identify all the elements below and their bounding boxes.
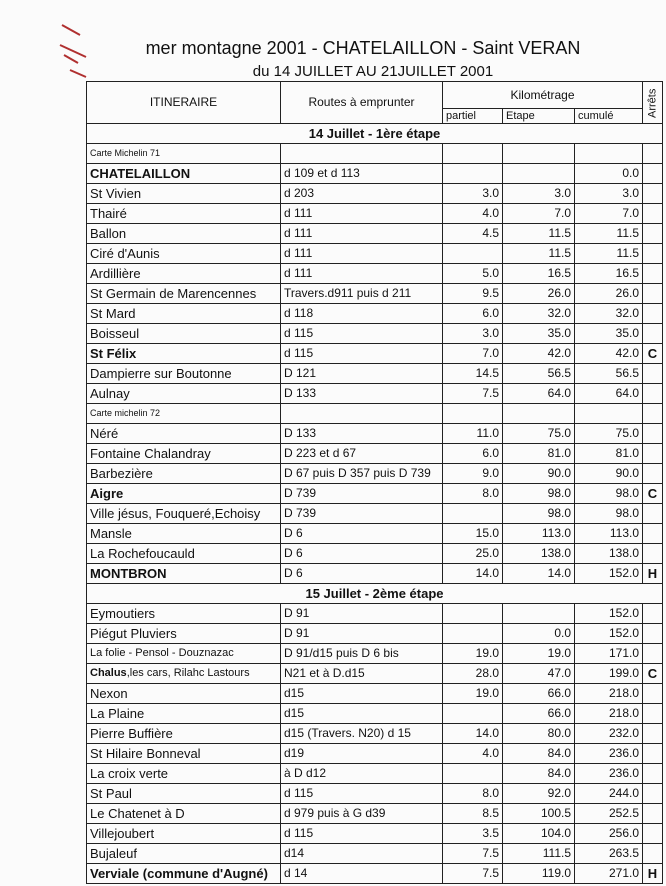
arret-code <box>643 764 663 784</box>
route: d15 <box>281 704 443 724</box>
route: d 111 <box>281 244 443 264</box>
etape-km: 16.5 <box>503 264 575 284</box>
header-cumule: cumulé <box>575 109 643 124</box>
cumule-km: 81.0 <box>575 444 643 464</box>
route: d14 <box>281 844 443 864</box>
partiel-km: 8.5 <box>443 804 503 824</box>
route: D 6 <box>281 564 443 584</box>
table-row <box>87 804 663 824</box>
arret-code <box>643 284 663 304</box>
route: d 203 <box>281 184 443 204</box>
route: d 109 et d 113 <box>281 164 443 184</box>
etape-km: 92.0 <box>503 784 575 804</box>
partiel-km: 28.0 <box>443 664 503 684</box>
place-name: Nexon <box>87 684 281 704</box>
partiel-km: 9.5 <box>443 284 503 304</box>
route: D 6 <box>281 544 443 564</box>
arret-code <box>643 464 663 484</box>
place-name: St Germain de Marencennes <box>87 284 281 304</box>
partiel-km: 4.0 <box>443 204 503 224</box>
map-note: Carte Michelin 71 <box>87 144 281 164</box>
arret-code <box>643 304 663 324</box>
etape-km: 3.0 <box>503 184 575 204</box>
etape-km: 138.0 <box>503 544 575 564</box>
place-name: Ville jésus, Fouqueré,Echoisy <box>87 504 281 524</box>
cumule-km: 98.0 <box>575 484 643 504</box>
table-row <box>87 524 663 544</box>
empty-cell <box>443 404 503 424</box>
place-name: Aulnay <box>87 384 281 404</box>
route: d 979 puis à G d39 <box>281 804 443 824</box>
arret-code <box>643 684 663 704</box>
empty-cell <box>575 144 643 164</box>
etape-km <box>503 164 575 184</box>
route: d 111 <box>281 264 443 284</box>
etape-km: 113.0 <box>503 524 575 544</box>
place-name: La folie - Pensol - Douznazac <box>87 644 281 664</box>
arret-code <box>643 804 663 824</box>
etape-km: 66.0 <box>503 684 575 704</box>
etape-km: 7.0 <box>503 204 575 224</box>
map-note-row <box>87 144 663 164</box>
route: d 14 <box>281 864 443 884</box>
cumule-km: 64.0 <box>575 384 643 404</box>
route: d 115 <box>281 344 443 364</box>
place-name: St Hilaire Bonneval <box>87 744 281 764</box>
cumule-km: 32.0 <box>575 304 643 324</box>
itinerary-table <box>86 81 663 884</box>
arret-code <box>643 604 663 624</box>
place-name: Pierre Buffière <box>87 724 281 744</box>
place-name: Piégut Pluviers <box>87 624 281 644</box>
etape-km: 26.0 <box>503 284 575 304</box>
partiel-km <box>443 624 503 644</box>
etape-km: 32.0 <box>503 304 575 324</box>
etape-km: 119.0 <box>503 864 575 884</box>
header-partiel: partiel <box>443 109 503 124</box>
cumule-km: 199.0 <box>575 664 643 684</box>
partiel-km <box>443 764 503 784</box>
partiel-km <box>443 504 503 524</box>
partiel-km <box>443 164 503 184</box>
place-name: Fontaine Chalandray <box>87 444 281 464</box>
table-row <box>87 864 663 884</box>
arret-code <box>643 224 663 244</box>
arret-code <box>643 724 663 744</box>
table-row <box>87 324 663 344</box>
partiel-km: 14.0 <box>443 724 503 744</box>
table-row <box>87 644 663 664</box>
place-name: St Paul <box>87 784 281 804</box>
cumule-km: 7.0 <box>575 204 643 224</box>
partiel-km: 15.0 <box>443 524 503 544</box>
partiel-km: 4.5 <box>443 224 503 244</box>
table-row <box>87 364 663 384</box>
table-row <box>87 604 663 624</box>
partiel-km: 14.5 <box>443 364 503 384</box>
cumule-km: 256.0 <box>575 824 643 844</box>
partiel-km <box>443 604 503 624</box>
place-name: Néré <box>87 424 281 444</box>
place-name: Dampierre sur Boutonne <box>87 364 281 384</box>
place-name: Barbezière <box>87 464 281 484</box>
place-name: Ardillière <box>87 264 281 284</box>
partiel-km: 19.0 <box>443 684 503 704</box>
table-row <box>87 424 663 444</box>
partiel-km: 7.0 <box>443 344 503 364</box>
place-name: Verviale (commune d'Augné) <box>87 864 281 884</box>
place-name: Aigre <box>87 484 281 504</box>
route: d19 <box>281 744 443 764</box>
place-name: CHATELAILLON <box>87 164 281 184</box>
place-name: La Rochefoucauld <box>87 544 281 564</box>
table-row <box>87 664 663 684</box>
table-row <box>87 844 663 864</box>
cumule-km: 218.0 <box>575 684 643 704</box>
cumule-km: 113.0 <box>575 524 643 544</box>
etape-km: 66.0 <box>503 704 575 724</box>
table-row <box>87 344 663 364</box>
route: d 115 <box>281 824 443 844</box>
cumule-km: 171.0 <box>575 644 643 664</box>
route: D 121 <box>281 364 443 384</box>
route: d 111 <box>281 224 443 244</box>
route: D 91 <box>281 604 443 624</box>
partiel-km: 7.5 <box>443 864 503 884</box>
partiel-km: 14.0 <box>443 564 503 584</box>
route: Travers.d911 puis d 211 <box>281 284 443 304</box>
etape-km: 47.0 <box>503 664 575 684</box>
etape-km: 100.5 <box>503 804 575 824</box>
table-row <box>87 204 663 224</box>
empty-cell <box>443 144 503 164</box>
partiel-km: 9.0 <box>443 464 503 484</box>
cumule-km: 0.0 <box>575 164 643 184</box>
stage-title: 15 Juillet - 2ème étape <box>87 584 663 604</box>
route: d 115 <box>281 784 443 804</box>
route: D 223 et d 67 <box>281 444 443 464</box>
route: D 133 <box>281 424 443 444</box>
table-row <box>87 704 663 724</box>
route: d15 <box>281 684 443 704</box>
etape-km <box>503 604 575 624</box>
route: d 115 <box>281 324 443 344</box>
itinerary-body <box>87 124 663 884</box>
partiel-km: 6.0 <box>443 304 503 324</box>
stage-header-row <box>87 584 663 604</box>
etape-km: 11.5 <box>503 244 575 264</box>
cumule-km: 35.0 <box>575 324 643 344</box>
partiel-km: 7.5 <box>443 384 503 404</box>
cumule-km: 244.0 <box>575 784 643 804</box>
cumule-km: 152.0 <box>575 624 643 644</box>
table-row <box>87 184 663 204</box>
place-name: Ballon <box>87 224 281 244</box>
header-etape: Etape <box>503 109 575 124</box>
etape-km: 75.0 <box>503 424 575 444</box>
map-note-row <box>87 404 663 424</box>
route: D 67 puis D 357 puis D 739 <box>281 464 443 484</box>
etape-km: 35.0 <box>503 324 575 344</box>
arret-code <box>643 264 663 284</box>
place-name: La croix verte <box>87 764 281 784</box>
etape-km: 104.0 <box>503 824 575 844</box>
empty-cell <box>503 144 575 164</box>
map-note: Carte michelin 72 <box>87 404 281 424</box>
place-name: Thairé <box>87 204 281 224</box>
place-name: Villejoubert <box>87 824 281 844</box>
route: D 91/d15 puis D 6 bis <box>281 644 443 664</box>
place-name: Chalus,les cars, Rilahc Lastours <box>87 664 281 684</box>
table-row <box>87 564 663 584</box>
empty-cell <box>643 144 663 164</box>
table-row <box>87 244 663 264</box>
cumule-km: 152.0 <box>575 604 643 624</box>
table-row <box>87 784 663 804</box>
place-name: St Mard <box>87 304 281 324</box>
arret-code <box>643 204 663 224</box>
etape-km: 84.0 <box>503 744 575 764</box>
partiel-km: 3.0 <box>443 324 503 344</box>
table-row <box>87 824 663 844</box>
table-row <box>87 624 663 644</box>
partiel-km: 19.0 <box>443 644 503 664</box>
table-row <box>87 744 663 764</box>
arret-code <box>643 184 663 204</box>
cumule-km: 16.5 <box>575 264 643 284</box>
etape-km: 98.0 <box>503 504 575 524</box>
partiel-km: 8.0 <box>443 484 503 504</box>
empty-cell <box>281 144 443 164</box>
partiel-km <box>443 244 503 264</box>
cumule-km: 98.0 <box>575 504 643 524</box>
arret-code <box>643 384 663 404</box>
stage-title: 14 Juillet - 1ère étape <box>87 124 663 144</box>
table-row <box>87 544 663 564</box>
route: D 6 <box>281 524 443 544</box>
place-name: Le Chatenet à D <box>87 804 281 824</box>
arret-code <box>643 544 663 564</box>
arret-code <box>643 784 663 804</box>
cumule-km: 42.0 <box>575 344 643 364</box>
partiel-km <box>443 704 503 724</box>
cumule-km: 11.5 <box>575 244 643 264</box>
place-name: Eymoutiers <box>87 604 281 624</box>
arret-code <box>643 744 663 764</box>
stage-header-row <box>87 124 663 144</box>
document-title: mer montagne 2001 - CHATELAILLON - Saint VERAN <box>145 38 581 58</box>
table-row <box>87 684 663 704</box>
empty-cell <box>503 404 575 424</box>
cumule-km: 75.0 <box>575 424 643 444</box>
arret-code <box>643 644 663 664</box>
cumule-km: 152.0 <box>575 564 643 584</box>
arret-code: C <box>643 664 663 684</box>
partiel-km: 11.0 <box>443 424 503 444</box>
table-row <box>87 224 663 244</box>
arret-code <box>643 704 663 724</box>
arret-code: H <box>643 564 663 584</box>
arret-code <box>643 364 663 384</box>
table-row <box>87 484 663 504</box>
cumule-km: 3.0 <box>575 184 643 204</box>
cumule-km: 11.5 <box>575 224 643 244</box>
etape-km: 14.0 <box>503 564 575 584</box>
route: N21 et à D.d15 <box>281 664 443 684</box>
partiel-km: 3.5 <box>443 824 503 844</box>
table-row <box>87 264 663 284</box>
table-row <box>87 384 663 404</box>
empty-cell <box>575 404 643 424</box>
cumule-km: 138.0 <box>575 544 643 564</box>
place-name: La Plaine <box>87 704 281 724</box>
header-arrets: Arrêts <box>643 82 663 124</box>
etape-km: 80.0 <box>503 724 575 744</box>
route: D 133 <box>281 384 443 404</box>
place-name: Bujaleuf <box>87 844 281 864</box>
partiel-km: 7.5 <box>443 844 503 864</box>
arret-code <box>643 324 663 344</box>
partiel-km: 8.0 <box>443 784 503 804</box>
route: d 118 <box>281 304 443 324</box>
cumule-km: 232.0 <box>575 724 643 744</box>
table-row <box>87 764 663 784</box>
route: D 739 <box>281 504 443 524</box>
place-name: MONTBRON <box>87 564 281 584</box>
header-kilometrage: Kilométrage <box>443 82 643 109</box>
partiel-km: 5.0 <box>443 264 503 284</box>
cumule-km: 236.0 <box>575 764 643 784</box>
table-row <box>87 444 663 464</box>
cumule-km: 236.0 <box>575 744 643 764</box>
etape-km: 111.5 <box>503 844 575 864</box>
document-subtitle: du 14 JUILLET AU 21JUILLET 2001 <box>252 63 494 80</box>
place-name: Ciré d'Aunis <box>87 244 281 264</box>
empty-cell <box>643 404 663 424</box>
etape-km: 11.5 <box>503 224 575 244</box>
cumule-km: 263.5 <box>575 844 643 864</box>
cumule-km: 26.0 <box>575 284 643 304</box>
empty-cell <box>281 404 443 424</box>
arret-code <box>643 624 663 644</box>
partiel-km: 6.0 <box>443 444 503 464</box>
cumule-km: 56.5 <box>575 364 643 384</box>
etape-km: 19.0 <box>503 644 575 664</box>
arret-code <box>643 244 663 264</box>
cumule-km: 218.0 <box>575 704 643 724</box>
cumule-km: 271.0 <box>575 864 643 884</box>
partiel-km: 4.0 <box>443 744 503 764</box>
place-name: St Félix <box>87 344 281 364</box>
route: D 91 <box>281 624 443 644</box>
table-row <box>87 284 663 304</box>
arret-code <box>643 444 663 464</box>
table-row <box>87 164 663 184</box>
etape-km: 90.0 <box>503 464 575 484</box>
arret-code: H <box>643 864 663 884</box>
header-routes: Routes à emprunter <box>281 82 443 124</box>
cumule-km: 252.5 <box>575 804 643 824</box>
etape-km: 0.0 <box>503 624 575 644</box>
place-name: St Vivien <box>87 184 281 204</box>
header-itineraire: ITINERAIRE <box>87 82 281 124</box>
arret-code <box>643 424 663 444</box>
route: à D d12 <box>281 764 443 784</box>
etape-km: 98.0 <box>503 484 575 504</box>
place-name: Boisseul <box>87 324 281 344</box>
etape-km: 64.0 <box>503 384 575 404</box>
etape-km: 84.0 <box>503 764 575 784</box>
etape-km: 81.0 <box>503 444 575 464</box>
arret-code <box>643 524 663 544</box>
arret-code <box>643 844 663 864</box>
table-row <box>87 464 663 484</box>
table-row <box>87 504 663 524</box>
etape-km: 56.5 <box>503 364 575 384</box>
arret-code <box>643 164 663 184</box>
route: d15 (Travers. N20) d 15 <box>281 724 443 744</box>
arret-code <box>643 504 663 524</box>
table-row <box>87 304 663 324</box>
place-name: Mansle <box>87 524 281 544</box>
table-row <box>87 724 663 744</box>
arret-code: C <box>643 484 663 504</box>
cumule-km: 90.0 <box>575 464 643 484</box>
arret-code <box>643 824 663 844</box>
partiel-km: 3.0 <box>443 184 503 204</box>
partiel-km: 25.0 <box>443 544 503 564</box>
etape-km: 42.0 <box>503 344 575 364</box>
arret-code: C <box>643 344 663 364</box>
route: D 739 <box>281 484 443 504</box>
route: d 111 <box>281 204 443 224</box>
